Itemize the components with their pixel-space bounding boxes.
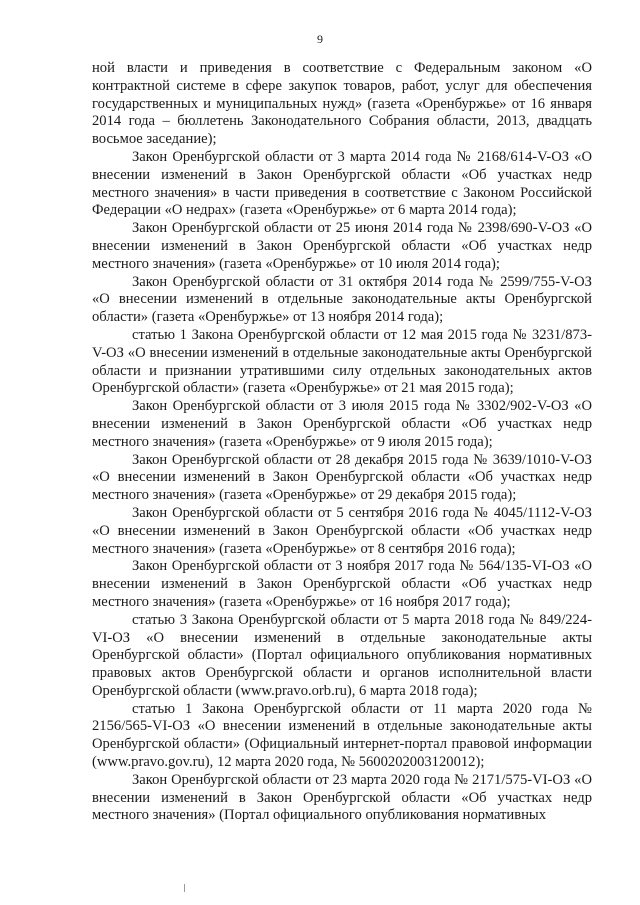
paragraph-law-2168: Закон Оренбургской области от 3 марта 2014 года № 2168/614-V-ОЗ «О внесении изменений в Закон Оренбургской области «Об участках недр местного значения» в части приведения в соответствие с Законом Российской Федерации «О недрах» (газета «Оренбуржье» от 6 марта 2014 года); [92,148,592,219]
paragraph-law-849: статью 3 Закона Оренбургской области от 5 марта 2018 года № 849/224-VI-ОЗ «О внесении изменений в отдельные законодательные акты Оренбургской области» (Портал официального опубликования нормативных правовых актов Оренбургской области и органов исполнительной власти Оренбургской области (www.pravo.orb.ru), 6 марта 2018 года); [92,611,592,699]
paragraph-law-2398: Закон Оренбургской области от 25 июня 2014 года № 2398/690-V-ОЗ «О внесении изменений в Закон Оренбургской области «Об участках недр местного значения» (газета «Оренбуржье» от 10 июля 2014 года); [92,220,592,272]
paragraph-continuation: ной власти и приведения в соответствие с Федеральным законом «О контрактной системе в сфере закупок товаров, работ, услуг для обеспечения государственных и муниципальных нужд» (газета «Оренбуржье» от 16 января 2014 года – бюллетень Законодательного Собрания области, 2013, двадцать восьмое заседание); [92,60,592,148]
paragraph-law-564: Закон Оренбургской области от 3 ноября 2017 года № 564/135-VI-ОЗ «О внесении изменений в Закон Оренбургской области «Об участках недр местного значения» (газета «Оренбуржье» от 16 ноября 2017 года); [92,558,592,610]
paragraph-law-4045: Закон Оренбургской области от 5 сентября 2016 года № 4045/1112-V-ОЗ «О внесении изменений в Закон Оренбургской области «Об участках недр местного значения» (газета «Оренбуржье» от 8 сентября 2016 года); [92,504,592,557]
scan-mark [184,884,185,892]
paragraph-law-2156: статью 1 Закона Оренбургской области от 11 марта 2020 года № 2156/565-VI-ОЗ «О внесении изменений в отдельные законодательные акты Оренбургской области» (Официальный интернет-портал правовой информации (www.pravo.gov.ru), 12 марта 2020 года, № 5600202003120012); [92,700,592,771]
paragraph-law-2599: Закон Оренбургской области от 31 октября 2014 года № 2599/755-V-ОЗ «О внесении изменений в отдельные законодательные акты Оренбургской области» (газета «Оренбуржье» от 13 ноября 2014 года); [92,273,592,326]
page-number: 9 [317,32,323,46]
paragraph-law-3231: статью 1 Закона Оренбургской области от 12 мая 2015 года № 3231/873-V-ОЗ «О внесении изменений в отдельные законодательные акты Оренбургской области и признании утратившими силу отдельных законодательных актов Оренбургской области» (газета «Оренбуржье» от 21 мая 2015 года); [92,326,592,397]
paragraph-law-3302: Закон Оренбургской области от 3 июля 2015 года № 3302/902-V-ОЗ «О внесении изменений в Закон Оренбургской области «Об участках недр местного значения» (газета «Оренбуржье» от 9 июля 2015 года); [92,398,592,450]
document-body [92,60,592,825]
paragraph-law-2171: Закон Оренбургской области от 23 марта 2020 года № 2171/575-VI-ОЗ «О внесении изменений в Закон Оренбургской области «Об участках недр местного значения» (Портал официального опубликования нормативных [92,771,592,824]
paragraph-law-3639: Закон Оренбургской области от 28 декабря 2015 года № 3639/1010-V-ОЗ «О внесении изменений в Закон Оренбургской области «Об участках недр местного значения» (газета «Оренбуржье» от 29 декабря 2015 года); [92,451,592,504]
